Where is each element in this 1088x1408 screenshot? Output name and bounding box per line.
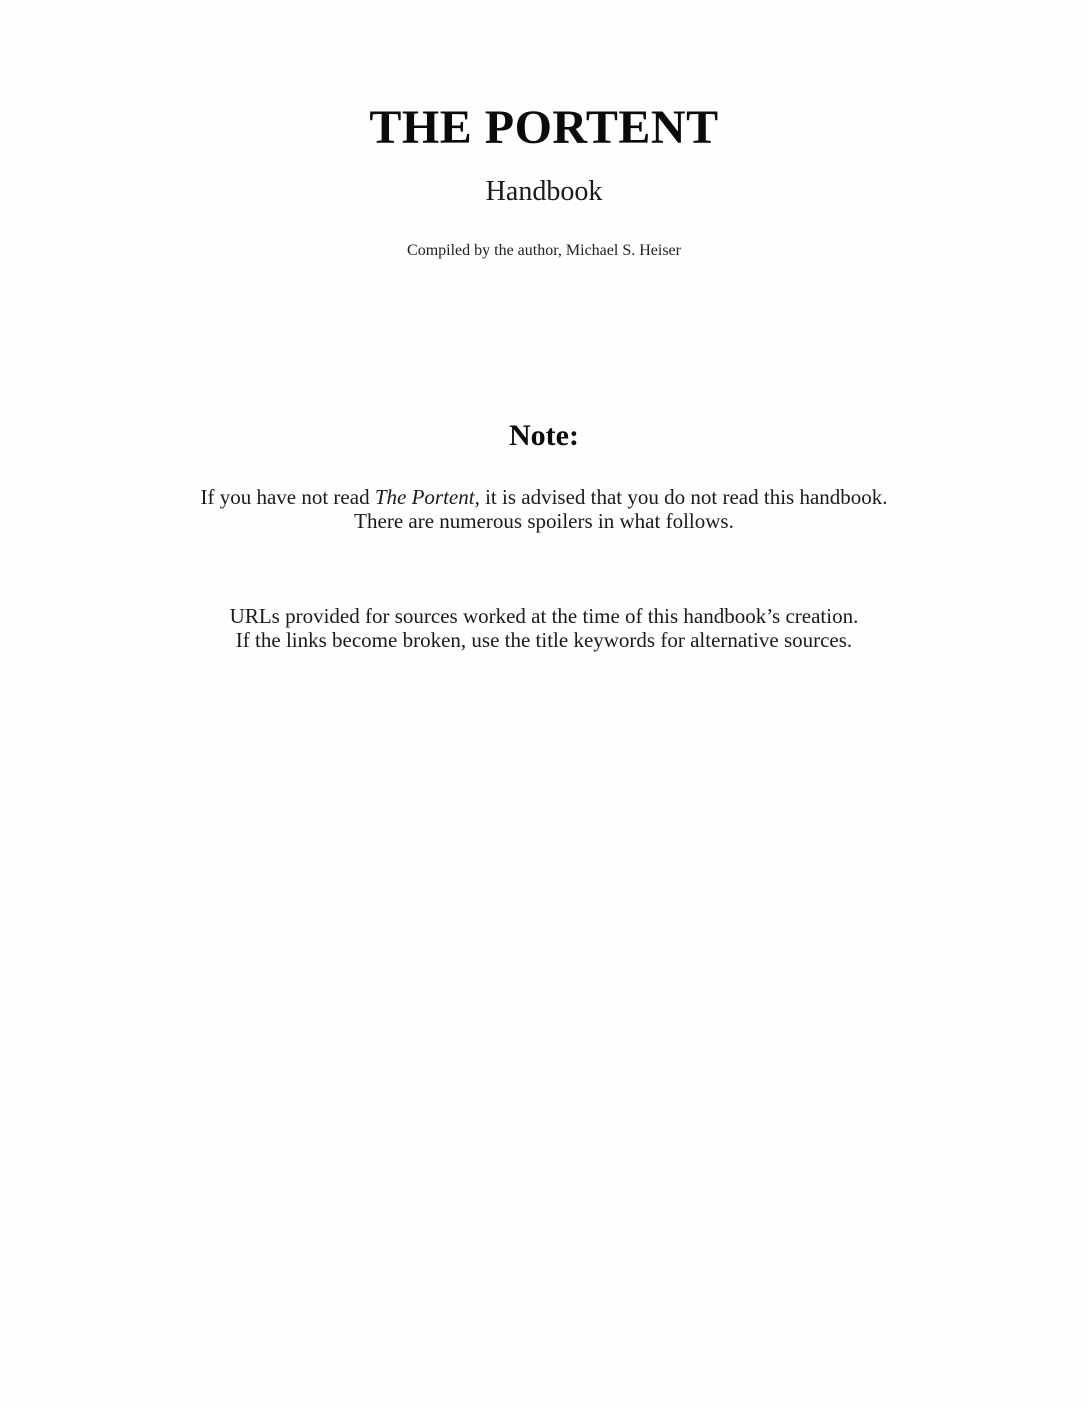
spoiler-warning-text-before: If you have not read xyxy=(200,485,375,509)
document-subtitle: Handbook xyxy=(485,176,603,207)
url-disclaimer-line-1: URLs provided for sources worked at the time of this handbook’s creation. xyxy=(229,604,859,628)
author-credit: Compiled by the author, Michael S. Heiser xyxy=(407,242,681,259)
document-title: THE PORTENT xyxy=(369,101,719,154)
spoiler-warning-line-2: There are numerous spoilers in what follows. xyxy=(354,509,734,533)
spoiler-warning-line-1 xyxy=(0,485,1088,509)
spoiler-warning xyxy=(0,485,1088,533)
spoiler-warning-text-after: , it is advised that you do not read this handbook. xyxy=(474,485,888,509)
url-disclaimer xyxy=(0,604,1088,652)
url-disclaimer-line-2: If the links become broken, use the title keywords for alternative sources. xyxy=(235,628,853,652)
note-heading: Note: xyxy=(509,419,579,452)
book-title-italic: The Portent xyxy=(374,485,475,509)
